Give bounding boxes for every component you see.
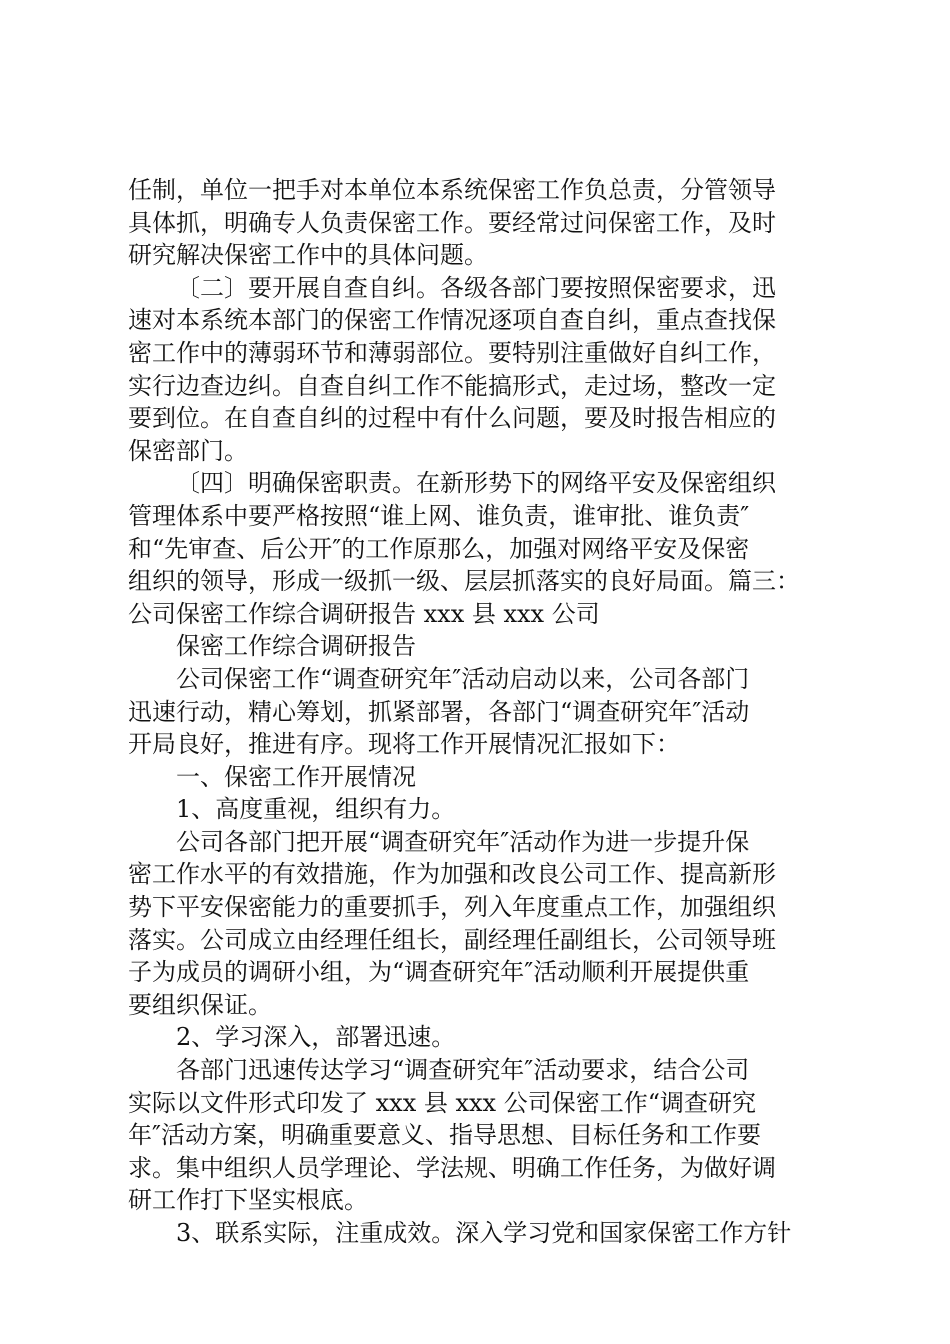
text-line: 公司保密工作“调查研究年″活动启动以来，公司各部门 bbox=[176, 664, 750, 693]
text-line: 速对本系统本部门的保密工作情况逐项自查自纠，重点查找保 bbox=[128, 306, 776, 335]
text-line: 2、学习深入，部署迅速。 bbox=[176, 1023, 456, 1052]
text-line: 年″活动方案，明确重要意义、指导思想、目标任务和工作要 bbox=[128, 1121, 761, 1150]
text-line: 〔二〕要开展自查自纠。各级各部门要按照保密要求，迅 bbox=[176, 273, 776, 302]
text-line: 具体抓，明确专人负责保密工作。要经常过问保密工作，及时 bbox=[128, 208, 776, 237]
text-line: 一、保密工作开展情况 bbox=[176, 762, 416, 791]
text-line: 保密部门。 bbox=[128, 436, 248, 465]
text-line: 〔四〕明确保密职责。在新形势下的网络平安及保密组织 bbox=[176, 469, 776, 498]
text-line: 实行边查边纠。自查自纠工作不能搞形式，走过场，整改一定 bbox=[128, 371, 776, 400]
text-line: 组织的领导，形成一级抓一级、层层抓落实的良好局面。篇三： bbox=[128, 567, 800, 596]
text-line: 势下平安保密能力的重要抓手，列入年度重点工作，加强组织 bbox=[128, 893, 776, 922]
text-line: 公司保密工作综合调研报告 xxx 县 xxx 公司 bbox=[128, 599, 600, 628]
text-line: 实际以文件形式印发了 xxx 县 xxx 公司保密工作“调查研究 bbox=[128, 1088, 756, 1117]
text-line: 和“先审查、后公开″的工作原那么，加强对网络平安及保密 bbox=[128, 534, 750, 563]
text-line: 子为成员的调研小组，为“调查研究年″活动顺利开展提供重 bbox=[128, 958, 750, 987]
text-line: 密工作中的薄弱环节和薄弱部位。要特别注重做好自纠工作， bbox=[128, 338, 776, 367]
text-line: 研究解决保密工作中的具体问题。 bbox=[128, 241, 488, 270]
text-line: 管理体系中要严格按照“谁上网、谁负责，谁审批、谁负责″ bbox=[128, 501, 750, 530]
text-line: 要到位。在自查自纠的过程中有什么问题，要及时报告相应的 bbox=[128, 404, 776, 433]
text-line: 公司各部门把开展“调查研究年″活动作为进一步提升保 bbox=[176, 827, 750, 856]
text-line: 开局良好，推进有序。现将工作开展情况汇报如下： bbox=[128, 730, 680, 759]
text-line: 各部门迅速传达学习“调查研究年″活动要求，结合公司 bbox=[176, 1056, 750, 1085]
text-line: 研工作打下坚实根底。 bbox=[128, 1186, 368, 1215]
text-line: 保密工作综合调研报告 bbox=[176, 632, 416, 661]
text-line: 3、联系实际，注重成效。深入学习党和国家保密工作方针 bbox=[176, 1219, 792, 1247]
text-line: 要组织保证。 bbox=[128, 990, 272, 1019]
text-line: 密工作水平的有效措施，作为加强和改良公司工作、提高新形 bbox=[128, 860, 776, 889]
text-line: 1、高度重视，组织有力。 bbox=[176, 795, 456, 824]
text-line: 落实。公司成立由经理任组长，副经理任副组长，公司领导班 bbox=[128, 925, 776, 954]
text-line: 迅速行动，精心筹划，抓紧部署，各部门“调查研究年″活动 bbox=[128, 697, 750, 726]
text-line: 求。集中组织人员学理论、学法规、明确工作任务，为做好调 bbox=[128, 1153, 776, 1182]
document-body bbox=[128, 174, 828, 1250]
text-line: 任制，单位一把手对本单位本系统保密工作负总责，分管领导 bbox=[128, 176, 776, 204]
